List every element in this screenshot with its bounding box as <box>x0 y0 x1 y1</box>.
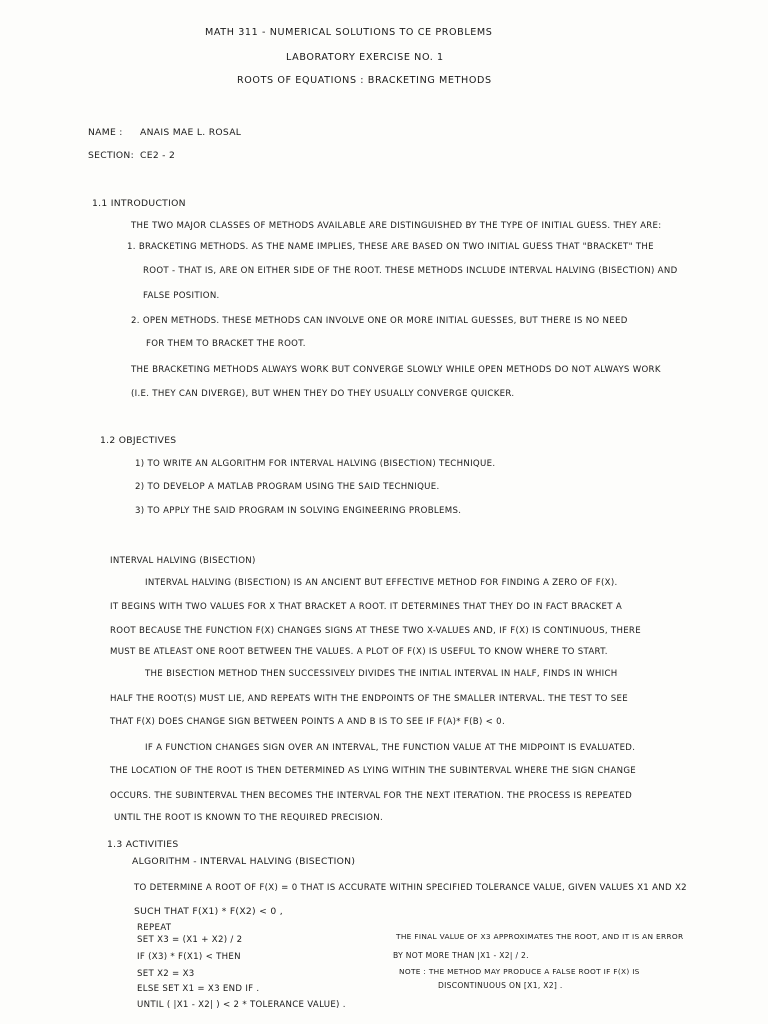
activities-lead-line2: SUCH THAT F(X1) * F(X2) < 0 , <box>134 906 283 917</box>
bisection-line: INTERVAL HALVING (BISECTION) IS AN ANCIENT BUT EFFECTIVE METHOD FOR FINDING A ZERO OF F(X). <box>145 578 618 588</box>
algorithm-step: ELSE SET X1 = X3 END IF . <box>137 984 260 994</box>
intro-lead: THE TWO MAJOR CLASSES OF METHODS AVAILABLE ARE DISTINGUISHED BY THE TYPE OF INITIAL GUESS. THEY ARE: <box>131 221 662 231</box>
objective-item: 2) TO DEVELOP A MATLAB PROGRAM USING THE SAID TECHNIQUE. <box>135 482 440 492</box>
intro-item1-line1: 1. BRACKETING METHODS. AS THE NAME IMPLIES, THESE ARE BASED ON TWO INITIAL GUESS THAT "BRACKET" THE <box>127 242 654 252</box>
note-line4: DISCONTINUOUS ON [X1, X2] . <box>438 981 563 990</box>
note-line2: BY NOT MORE THAN |X1 - X2| / 2. <box>393 951 529 960</box>
bisection-line: THE BISECTION METHOD THEN SUCCESSIVELY DIVIDES THE INITIAL INTERVAL IN HALF, FINDS IN WHICH <box>145 669 618 679</box>
bisection-heading: INTERVAL HALVING (BISECTION) <box>110 556 256 566</box>
algorithm-step: SET X3 = (X1 + X2) / 2 <box>137 935 243 945</box>
course-title: MATH 311 - NUMERICAL SOLUTIONS TO CE PROBLEMS <box>205 27 493 38</box>
activities-lead-line1: TO DETERMINE A ROOT OF F(X) = 0 THAT IS ACCURATE WITHIN SPECIFIED TOLERANCE VALUE, GIVEN VALUES X1 AND X2 <box>134 883 687 893</box>
bisection-line: OCCURS. THE SUBINTERVAL THEN BECOMES THE INTERVAL FOR THE NEXT ITERATION. THE PROCESS IS REPEATED <box>110 791 633 801</box>
intro-item1-line3: FALSE POSITION. <box>143 291 220 301</box>
objective-item: 3) TO APPLY THE SAID PROGRAM IN SOLVING ENGINEERING PROBLEMS. <box>135 506 462 516</box>
name-value: ANAIS MAE L. ROSAL <box>140 127 242 138</box>
intro-heading: 1.1 INTRODUCTION <box>92 198 186 209</box>
section-label: SECTION: <box>88 150 134 161</box>
algorithm-subheading: ALGORITHM - INTERVAL HALVING (BISECTION) <box>132 856 356 867</box>
bisection-line: THAT F(X) DOES CHANGE SIGN BETWEEN POINTS A AND B IS TO SEE IF F(A)* F(B) < 0. <box>110 717 505 727</box>
bisection-line: MUST BE ATLEAST ONE ROOT BETWEEN THE VALUES. A PLOT OF F(X) IS USEFUL TO KNOW WHERE TO START. <box>110 647 608 657</box>
intro-item1-line2: ROOT - THAT IS, ARE ON EITHER SIDE OF THE ROOT. THESE METHODS INCLUDE INTERVAL HALVING (BISECTION) AND <box>143 266 678 276</box>
activities-heading: 1.3 ACTIVITIES <box>107 839 179 850</box>
section-value: CE2 - 2 <box>140 150 176 161</box>
bisection-line: UNTIL THE ROOT IS KNOWN TO THE REQUIRED PRECISION. <box>114 813 383 823</box>
objective-item: 1) TO WRITE AN ALGORITHM FOR INTERVAL HALVING (BISECTION) TECHNIQUE. <box>135 459 496 469</box>
intro-closing-line1: THE BRACKETING METHODS ALWAYS WORK BUT CONVERGE SLOWLY WHILE OPEN METHODS DO NOT ALWAYS WORK <box>131 365 661 375</box>
intro-closing-line2: (I.E. THEY CAN DIVERGE), BUT WHEN THEY DO THEY USUALLY CONVERGE QUICKER. <box>131 389 515 399</box>
algorithm-step: IF (X3) * F(X1) < THEN <box>137 952 241 962</box>
topic-title: ROOTS OF EQUATIONS : BRACKETING METHODS <box>237 75 492 86</box>
bisection-line: IF A FUNCTION CHANGES SIGN OVER AN INTERVAL, THE FUNCTION VALUE AT THE MIDPOINT IS EVALUATED. <box>145 743 636 753</box>
exercise-title: LABORATORY EXERCISE NO. 1 <box>286 52 444 63</box>
algorithm-step: REPEAT <box>137 923 172 933</box>
note-line1: THE FINAL VALUE OF X3 APPROXIMATES THE ROOT, AND IT IS AN ERROR <box>396 932 684 941</box>
intro-item2-line2: FOR THEM TO BRACKET THE ROOT. <box>146 339 306 349</box>
objectives-heading: 1.2 OBJECTIVES <box>100 435 177 446</box>
algorithm-step: UNTIL ( |X1 - X2| ) < 2 * TOLERANCE VALUE) . <box>137 1000 346 1010</box>
algorithm-step: SET X2 = X3 <box>137 969 195 979</box>
bisection-line: HALF THE ROOT(S) MUST LIE, AND REPEATS WITH THE ENDPOINTS OF THE SMALLER INTERVAL. THE TEST TO SEE <box>110 694 628 704</box>
note-line3: NOTE : THE METHOD MAY PRODUCE A FALSE ROOT IF F(X) IS <box>399 967 640 976</box>
bisection-line: IT BEGINS WITH TWO VALUES FOR X THAT BRACKET A ROOT. IT DETERMINES THAT THEY DO IN FACT BRACKET A <box>110 602 623 612</box>
bisection-line: THE LOCATION OF THE ROOT IS THEN DETERMINED AS LYING WITHIN THE SUBINTERVAL WHERE THE SIGN CHANGE <box>110 766 637 776</box>
bisection-line: ROOT BECAUSE THE FUNCTION F(X) CHANGES SIGNS AT THESE TWO X-VALUES AND, IF F(X) IS CONTINUOUS, THERE <box>110 626 641 636</box>
name-label: NAME : <box>88 127 123 138</box>
intro-item2-line1: 2. OPEN METHODS. THESE METHODS CAN INVOLVE ONE OR MORE INITIAL GUESSES, BUT THERE IS NO NEED <box>131 316 628 326</box>
